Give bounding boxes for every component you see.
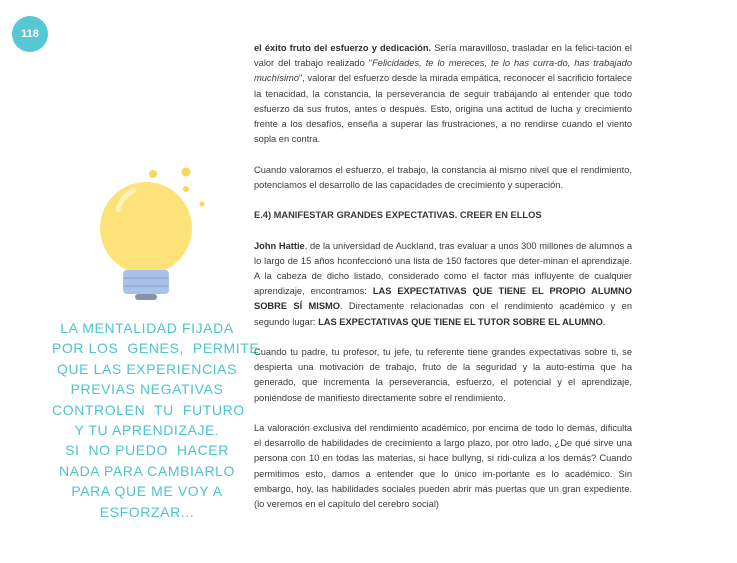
text-span: . (602, 316, 606, 327)
quote-line: ESFORZAR... (99, 503, 195, 520)
bold-name: John Hattie (254, 240, 305, 251)
quote-line: LA MENTALIDAD FIJADA (60, 320, 234, 336)
text-span: , de la universidad de Auckland, tras evaluar a unos 300 millones de alumnos a lo largo de 15 años hconfeccionó una lista de 150 factores que deter-minan el aprendizaje. A la cabeza de dicho listado, considerado como el factor más influyente de cualquier aprendizaje, encontramos: (254, 240, 633, 297)
quote-line: PREVIAS NEGATIVAS (70, 381, 224, 398)
paragraph-effort (254, 41, 632, 147)
text-span: . Directamente relacionadas con el rendimiento académico y en segundo lugar: (254, 301, 632, 327)
body-text (254, 41, 632, 512)
bold-phrase: LAS EXPECTATIVAS QUE TIENE EL PROPIO ALUMNO SOBRE SÍ MISMO (254, 286, 632, 312)
lightbulb-icon (60, 160, 250, 310)
italic-quote: Felicidades, te lo mereces, te lo has curra-do, has trabajado muchísimo (254, 58, 633, 84)
quote-line: SI NO PUEDO HACER (65, 442, 229, 459)
quote-line: POR LOS GENES, PERMITE (52, 340, 260, 357)
bold-phrase: LAS EXPECTATIVAS QUE TIENE EL TUTOR SOBRE EL ALUMNO (318, 316, 603, 327)
paragraph-valuation: La valoración exclusiva del rendimiento académico, por encima de todo lo demás, dificulta el desarrollo de habilidades de crecimiento a largo plazo, por otro lado, ¿De qué sirve una persona con 10 en todas las materias, si hace bullyng, si ridi-culiza a los demás? Cuando permitimos esto, damos a entender que lo único im-portante es lo académico. Sin embargo, hoy, las habilidades sociales pueden abrir más puertas que un gran expediente. (lo veremos en el capítulo del cerebro social) (254, 423, 632, 510)
paragraph-valuing: Cuando valoramos el esfuerzo, el trabajo, la constancia al mismo nivel que el rendimiento, potenciamos el desarrollo de las capacidades de crecimiento y superación. (254, 164, 632, 190)
page-number-badge (12, 16, 48, 52)
quote-line: CONTROLEN TU FUTURO (52, 401, 245, 418)
paragraph-hattie (254, 239, 632, 330)
quote-line: Y TU APRENDIZAJE. (74, 422, 220, 439)
pull-quote (52, 318, 260, 522)
page-number: 118 (21, 28, 39, 40)
bold-phrase: el éxito fruto del esfuerzo y dedicación. (254, 43, 432, 53)
text-span: ", valorar del esfuerzo desde la mirada empática, reconocer el sacrificio fortalece la tenacidad, la constancia, la perseverancia de seguir trabajando al entender que todo esfuerzo da sus frutos, antes o después. Esto, origina una actitud de lucha y crecimiento frente a los desafíos, enseña a superar las frustraciones, a no rendirse cuando el viento sopla en contra. (254, 73, 632, 145)
quote-line: QUE LAS EXPERIENCIAS (56, 360, 238, 377)
quote-line: NADA PARA CAMBIARLO (58, 462, 236, 479)
paragraph-expectations: Cuando tu padre, tu profesor, tu jefe, tu referente tiene grandes expectativas sobre ti, se despierta una motivación de trabajo, fruto de la seguridad y la auto-estima que ha generado, que incrementa la perseverancia, esfuerzo, el potencial y el aprendizaje, poniéndose de manifiesto directamente sobre el rendimiento. (254, 347, 632, 403)
quote-line: PARA QUE ME VOY A (71, 483, 223, 500)
text-span: Sería maravilloso, trasladar en la felici-tación el valor del trabajo realizado " (254, 43, 632, 69)
section-heading: E.4) MANIFESTAR GRANDES EXPECTATIVAS. CREER EN ELLOS (254, 210, 542, 221)
